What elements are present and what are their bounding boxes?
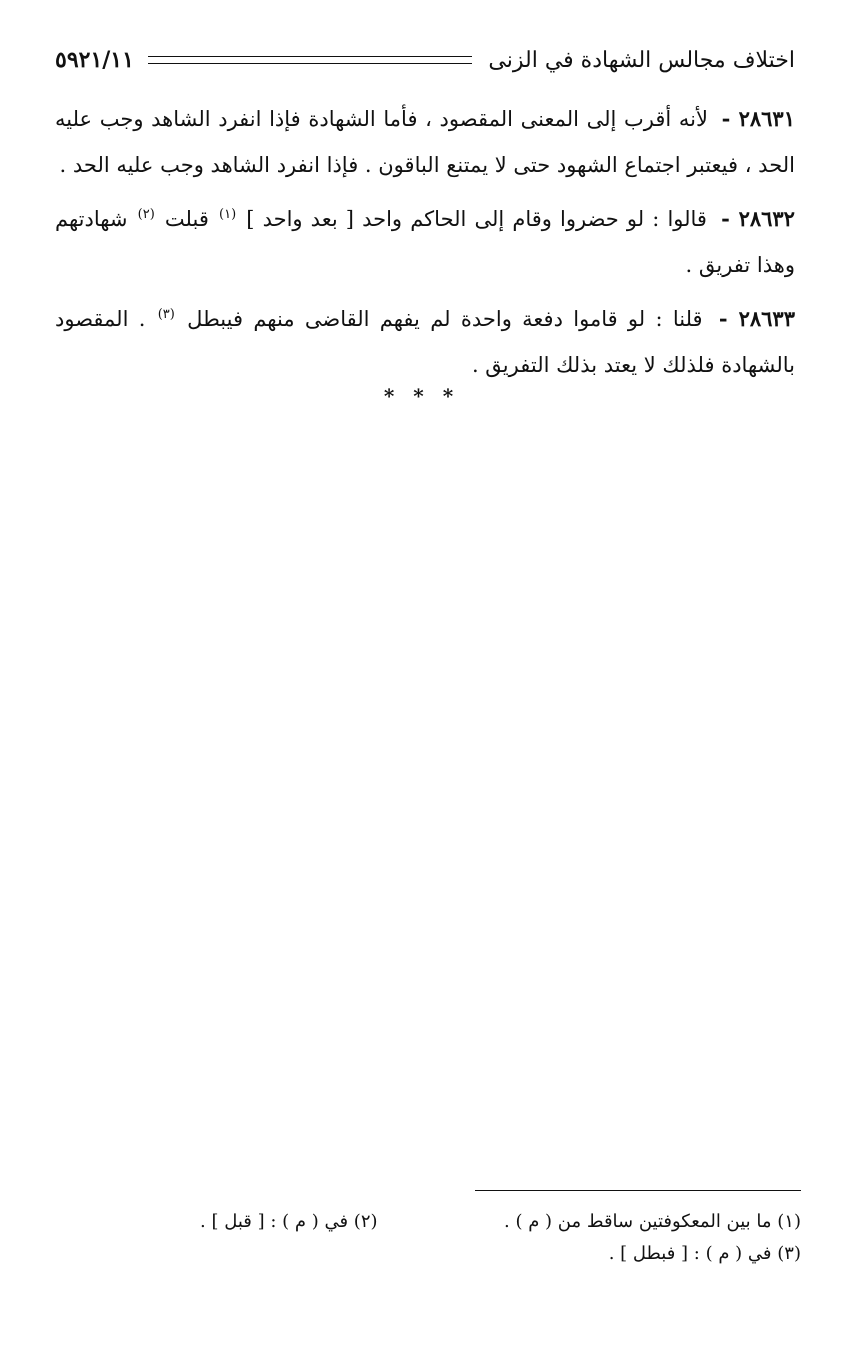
page-number: ٥٩٢١/١١ (55, 47, 134, 73)
footnote-row (200, 1206, 801, 1238)
footnote-1: (١) ما بين المعكوفتين ساقط من ( م ) . (504, 1211, 801, 1232)
footnote-2: (٢) في ( م ) : [ قبل ] . (200, 1211, 378, 1232)
paragraph-number: ٢٨٦٣٣ - (718, 306, 795, 331)
footnote-marker[interactable]: (٣) (157, 307, 175, 322)
header-rule (148, 56, 472, 64)
running-header (55, 42, 795, 78)
paragraph-text: . المقصود بالشهادة فلذلك لا يعتد بذلك التفريق . (55, 307, 795, 377)
footnote-marker[interactable]: (١) (219, 207, 237, 222)
paragraph-28631 (55, 96, 795, 188)
paragraph-text: قالوا : لو حضروا وقام إلى الحاكم واحد [ بعد واحد ] (246, 207, 707, 231)
footnotes (200, 1206, 801, 1270)
paragraph-number: ٢٨٦٣٢ - (721, 206, 795, 231)
paragraph-text: لأنه أقرب إلى المعنى المقصود ، فأما الشهادة فإذا انفرد الشاهد وجب عليه الحد ، فيعتبر اجتماع الشهود حتى لا يمتنع الباقون . فإذا انفرد الشاهد وجب عليه الحد . (55, 107, 795, 177)
header-title: اختلاف مجالس الشهادة في الزنى (488, 47, 795, 73)
section-separator: * * * (383, 384, 460, 408)
paragraph-text: شهادتهم وهذا تفريق . (55, 207, 795, 277)
footnote-3: (٣) في ( م ) : [ فبطل ] . (608, 1243, 801, 1264)
paragraph-28632 (55, 196, 795, 288)
main-text (55, 96, 795, 396)
paragraph-number: ٢٨٦٣١ - (721, 106, 795, 131)
footnote-row (200, 1238, 801, 1270)
paragraph-text: قلنا : لو قاموا دفعة واحدة لم يفهم القاضى منهم فيبطل (187, 307, 703, 331)
footnote-marker[interactable]: (٢) (137, 207, 155, 222)
paragraph-28633 (55, 296, 795, 388)
footnote-rule (475, 1190, 801, 1191)
paragraph-text: قبلت (164, 207, 209, 231)
